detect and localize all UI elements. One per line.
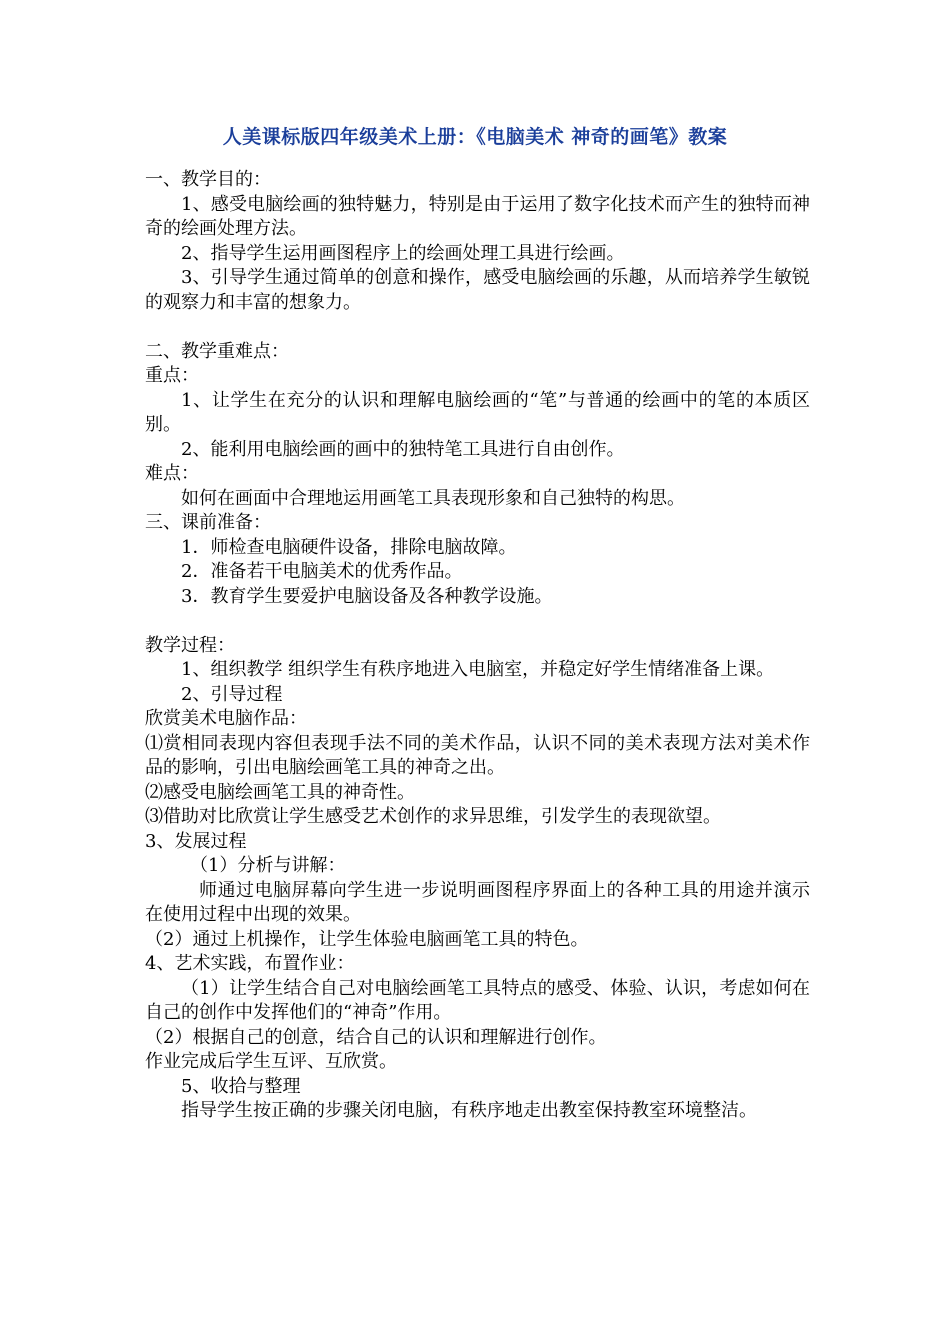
paragraph: 欣赏美术电脑作品：	[145, 708, 307, 729]
list-item: 3．教育学生要爱护电脑设备及各种教学设施。	[181, 585, 553, 607]
document-title: 人美课标版四年级美术上册：《电脑美术 神奇的画笔》教案	[222, 126, 728, 148]
subheading-key: 重点：	[145, 365, 199, 386]
subheading-difficulty: 难点：	[145, 463, 199, 484]
spacer	[145, 315, 810, 340]
section-heading-objectives: 一、教学目的：	[145, 169, 271, 190]
paragraph: ⑴赏相同表现内容但表现手法不同的美术作品，认识不同的美术表现方法对美术作品的影响，引出电脑绘画笔工具的神奇之出。	[145, 732, 810, 778]
paragraph: 4、艺术实践，布置作业：	[145, 953, 355, 974]
paragraph: （1）让学生结合自己对电脑绘画笔工具特点的感受、体验、认识，考虑如何在自己的创作中发挥他们的“神奇”作用。	[145, 977, 810, 1023]
paragraph: 如何在画面中合理地运用画笔工具表现形象和自己独特的构思。	[181, 487, 685, 509]
paragraph: 作业完成后学生互评、互欣赏。	[145, 1051, 397, 1072]
paragraph: 2、指导学生运用画图程序上的绘画处理工具进行绘画。	[181, 242, 625, 264]
paragraph: 师通过电脑屏幕向学生进一步说明画图程序界面上的各种工具的用途并演示在使用过程中出现的效果。	[145, 879, 810, 925]
paragraph: ⑶借助对比欣赏让学生感受艺术创作的求异思维，引发学生的表现欲望。	[145, 806, 721, 827]
section-heading-preparation: 三、课前准备：	[145, 512, 271, 533]
spacer	[145, 609, 810, 634]
document-body	[145, 168, 810, 1124]
paragraph: ⑵感受电脑绘画笔工具的神奇性。	[145, 781, 415, 803]
paragraph: 3、引导学生通过简单的创意和操作，感受电脑绘画的乐趣，从而培养学生敏锐的观察力和丰富的想象力。	[145, 267, 810, 313]
list-item: 2．准备若干电脑美术的优秀作品。	[181, 561, 463, 582]
paragraph: 2、引导过程	[181, 683, 283, 705]
paragraph: 2、能利用电脑绘画的画中的独特笔工具进行自由创作。	[181, 438, 625, 460]
paragraph: 1、让学生在充分的认识和理解电脑绘画的“笔”与普通的绘画中的笔的本质区别。	[145, 389, 810, 435]
paragraph: 5、收拾与整理	[181, 1075, 301, 1097]
paragraph: （2）通过上机操作，让学生体验电脑画笔工具的特色。	[145, 928, 589, 950]
paragraph: 1、感受电脑绘画的独特魅力，特别是由于运用了数字化技术而产生的独特而神奇的绘画处理方法。	[145, 193, 810, 239]
paragraph: 指导学生按正确的步骤关闭电脑，有秩序地走出教室保持教室环境整洁。	[181, 1100, 757, 1121]
paragraph: （2）根据自己的创意，结合自己的认识和理解进行创作。	[145, 1026, 607, 1048]
paragraph: 1、组织教学 组织学生有秩序地进入电脑室，并稳定好学生情绪准备上课。	[181, 659, 775, 680]
section-heading-process: 教学过程：	[145, 634, 235, 656]
paragraph: 3、发展过程	[145, 830, 247, 852]
list-item: 1．师检查电脑硬件设备，排除电脑故障。	[181, 536, 517, 558]
paragraph: （1）分析与讲解：	[190, 855, 346, 876]
section-heading-key-points: 二、教学重难点：	[145, 340, 289, 362]
